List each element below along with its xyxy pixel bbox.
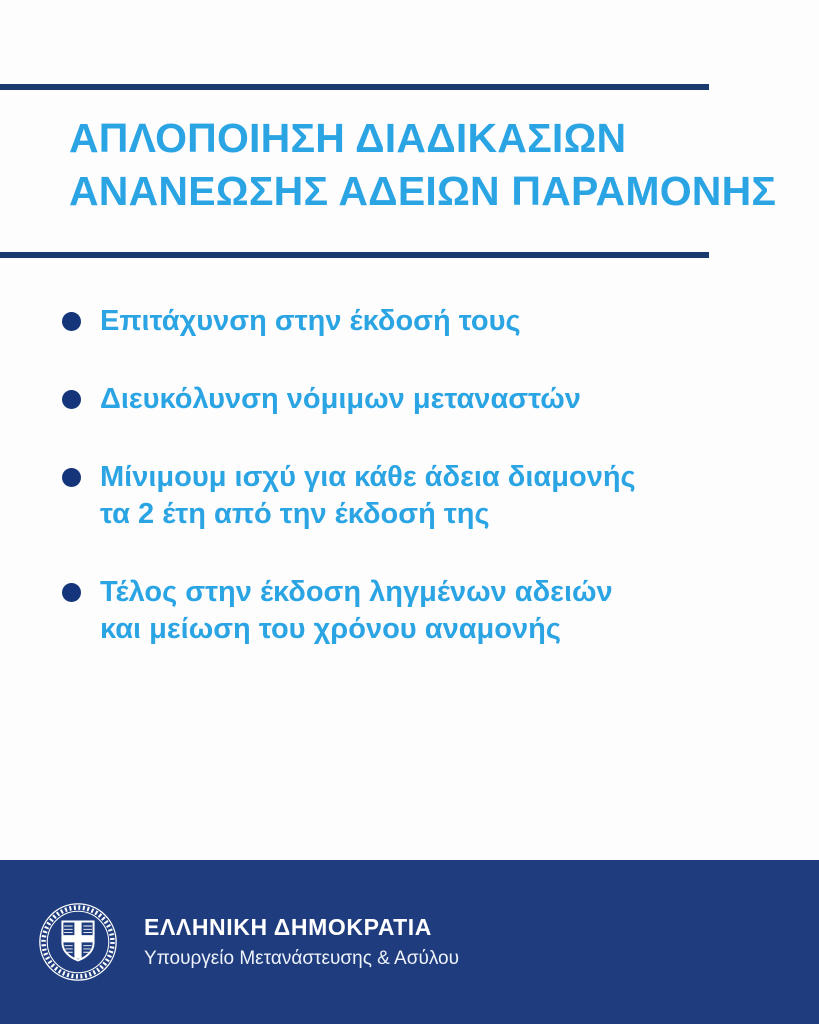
bullet-text — [100, 459, 636, 533]
bullet-dot-icon — [62, 312, 81, 331]
bullet-line: και μείωση του χρόνου αναμονής — [100, 613, 561, 645]
bullet-list — [62, 303, 752, 689]
bullet-text — [100, 574, 613, 648]
page-title — [69, 112, 776, 218]
page-title-line-2: ΑΝΑΝΕΩΣΗΣ ΑΔΕΙΩΝ ΠΑΡΑΜΟΝΗΣ — [69, 168, 777, 214]
bottom-divider — [0, 252, 709, 258]
footer-banner — [0, 860, 819, 1024]
footer-org-name: ΕΛΛΗΝΙΚΗ ΔΗΜΟΚΡΑΤΙΑ — [144, 914, 432, 940]
bullet-line: Τέλος στην έκδοση ληγμένων αδειών — [100, 576, 613, 608]
list-item — [62, 574, 752, 648]
bullet-dot-icon — [62, 390, 81, 409]
bullet-text — [100, 303, 521, 340]
footer-text-block — [144, 914, 459, 970]
bullet-dot-icon — [62, 468, 81, 487]
bullet-line: Μίνιμουμ ισχύ για κάθε άδεια διαμονής — [100, 461, 636, 493]
footer-ministry-name: Υπουργείο Μετανάστευσης & Ασύλου — [144, 948, 460, 969]
top-divider — [0, 84, 709, 90]
greek-coat-of-arms-icon — [37, 901, 119, 983]
list-item — [62, 459, 752, 533]
bullet-text — [100, 381, 581, 418]
bullet-line: τα 2 έτη από την έκδοσή της — [100, 498, 490, 530]
bullet-line: Διευκόλυνση νόμιμων μεταναστών — [100, 383, 581, 415]
bullet-line: Επιτάχυνση στην έκδοσή τους — [100, 305, 521, 337]
page-title-line-1: ΑΠΛΟΠΟΙΗΣΗ ΔΙΑΔΙΚΑΣΙΩΝ — [69, 115, 627, 161]
list-item — [62, 303, 752, 340]
list-item — [62, 381, 752, 418]
bullet-dot-icon — [62, 583, 81, 602]
